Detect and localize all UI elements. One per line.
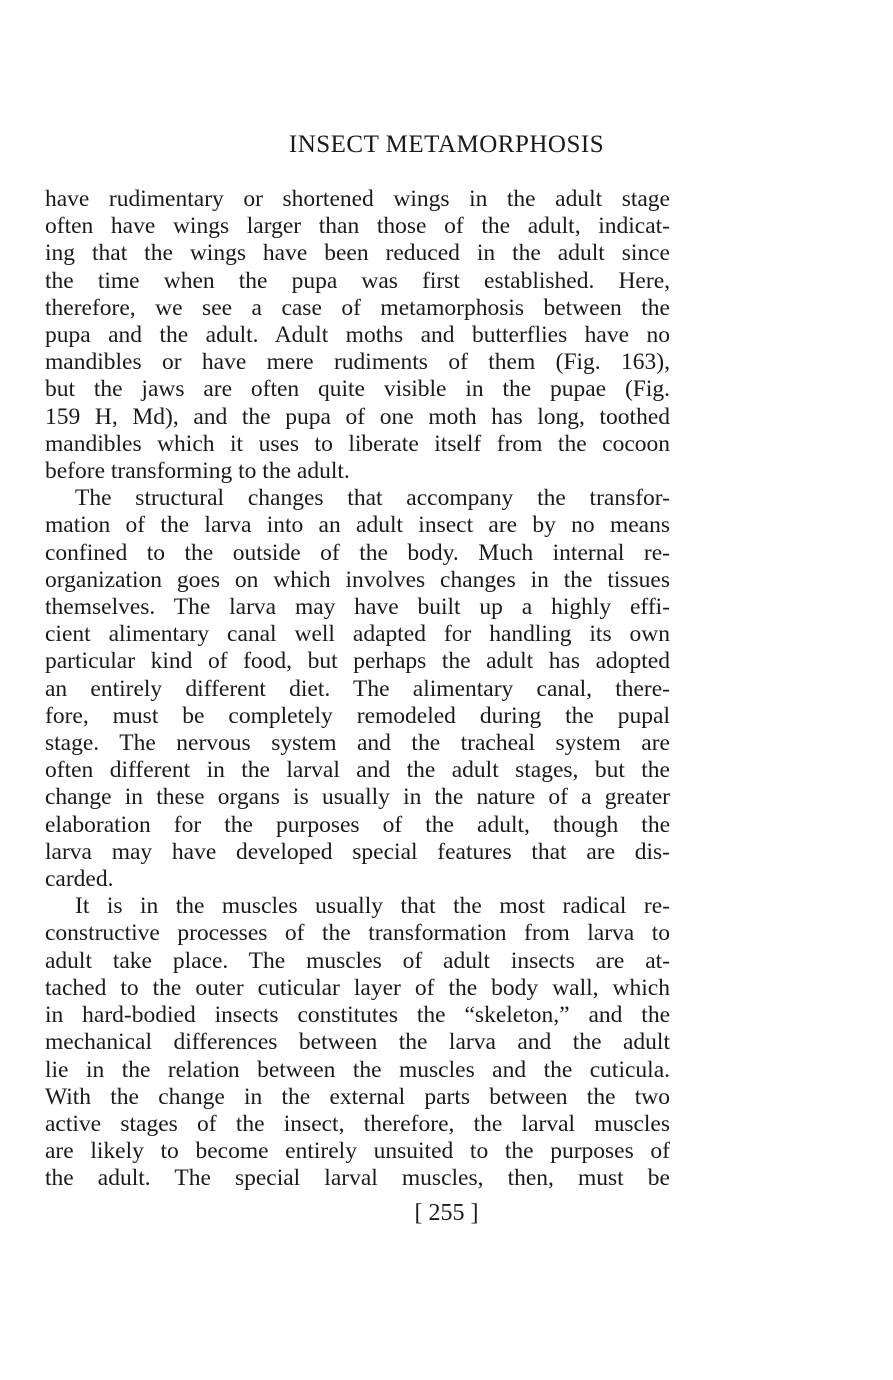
page-number: [ 255 ] [414,1200,479,1226]
text-line: change in these organs is usually in the nature of a greater [45,784,670,811]
text-line: fore, must be completely remodeled during the pupal [45,702,670,729]
text-line: the time when the pupa was first established. Here, [45,267,670,294]
text-line: pupa and the adult. Adult moths and butterflies have no [45,322,670,349]
text-line: It is in the muscles usually that the most radical re- [75,893,670,920]
text-line: mation of the larva into an adult insect are by no means [45,512,670,539]
paragraph-2 [45,485,670,893]
text-line: carded. [45,866,114,893]
text-line: active stages of the insect, therefore, the larval muscles [45,1110,670,1137]
text-line: With the change in the external parts between the two [45,1083,670,1110]
text-line: often different in the larval and the adult stages, but the [45,757,670,784]
text-line: an entirely different diet. The alimentary canal, there- [45,675,670,702]
text-line: before transforming to the adult. [45,458,350,485]
text-line: adult take place. The muscles of adult insects are at- [45,947,670,974]
text-line: mechanical differences between the larva and the adult [45,1029,670,1056]
text-line: often have wings larger than those of the adult, indicat- [45,213,670,240]
text-line: cient alimentary canal well adapted for handling its own [45,621,670,648]
text-line: themselves. The larva may have built up a highly effi- [45,594,670,621]
text-line: The structural changes that accompany the transfor- [75,485,670,512]
text-line: but the jaws are often quite visible in the pupae (Fig. [45,376,670,403]
text-line: mandibles which it uses to liberate itself from the cocoon [45,430,670,457]
text-line: in hard-bodied insects constitutes the “skeleton,” and the [45,1002,670,1029]
text-line: tached to the outer cuticular layer of the body wall, which [45,974,670,1001]
text-line: confined to the outside of the body. Much internal re- [45,539,670,566]
running-title: INSECT METAMORPHOSIS [288,131,605,158]
text-line: mandibles or have mere rudiments of them (Fig. 163), [45,349,670,376]
text-line: particular kind of food, but perhaps the adult has adopted [45,648,670,675]
text-line: 159 H, Md), and the pupa of one moth has long, toothed [45,403,670,430]
text-line: therefore, we see a case of metamorphosis between the [45,294,670,321]
text-line: ing that the wings have been reduced in the adult since [45,240,670,267]
paragraph-3 [45,893,670,1192]
paragraph-1 [45,186,670,485]
text-line: have rudimentary or shortened wings in the adult stage [45,186,670,212]
text-line: elaboration for the purposes of the adult, though the [45,811,670,838]
text-line: the adult. The special larval muscles, then, must be [45,1165,670,1192]
text-line: constructive processes of the transformation from larva to [45,920,670,947]
text-line: larva may have developed special features that are dis- [45,838,670,865]
text-line: stage. The nervous system and the tracheal system are [45,730,670,757]
text-line: organization goes on which involves changes in the tissues [45,566,670,593]
text-line: are likely to become entirely unsuited to the purposes of [45,1138,670,1165]
body-text [45,186,670,1193]
text-line: lie in the relation between the muscles and the cuticula. [45,1056,670,1083]
